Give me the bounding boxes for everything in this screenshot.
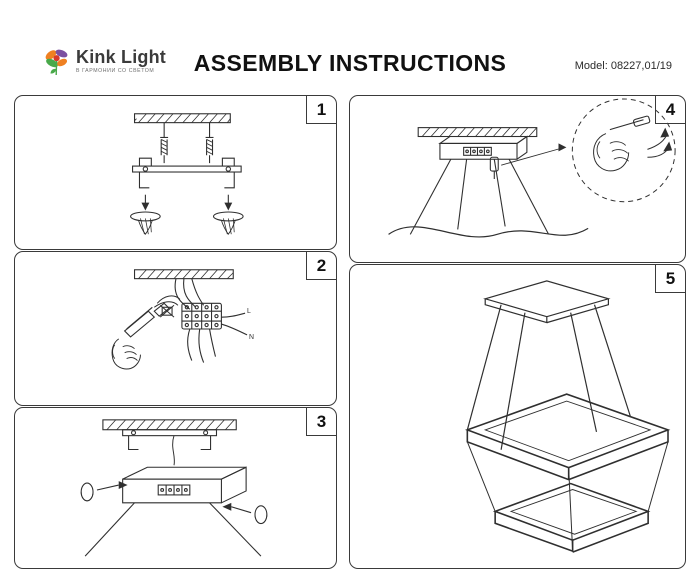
step-4-illustration <box>350 96 685 262</box>
brand-tagline: В ГАРМОНИИ СО СВЕТОМ <box>76 67 155 74</box>
step-1-illustration <box>15 96 336 249</box>
wire-label-n: N <box>249 333 255 341</box>
step-panel-3 <box>14 407 337 569</box>
step-5-illustration <box>350 265 685 568</box>
step-number-3: 3 <box>306 408 336 436</box>
model-number: Model: 08227,01/19 <box>574 60 672 72</box>
step-panel-5 <box>349 264 686 569</box>
step-panel-2 <box>14 251 337 406</box>
step-panel-1 <box>14 95 337 250</box>
step-3-illustration <box>15 408 336 568</box>
step-number-5: 5 <box>655 265 685 293</box>
page-title: ASSEMBLY INSTRUCTIONS <box>193 50 507 76</box>
step-number-1: 1 <box>306 96 336 124</box>
step-2-illustration <box>15 252 336 405</box>
wire-label-l: L <box>247 308 251 316</box>
sheet-header <box>0 0 700 88</box>
step-panel-4 <box>349 95 686 263</box>
brand-name: Kink Light <box>76 46 166 67</box>
step-number-2: 2 <box>306 252 336 280</box>
step-number-4: 4 <box>655 96 685 124</box>
